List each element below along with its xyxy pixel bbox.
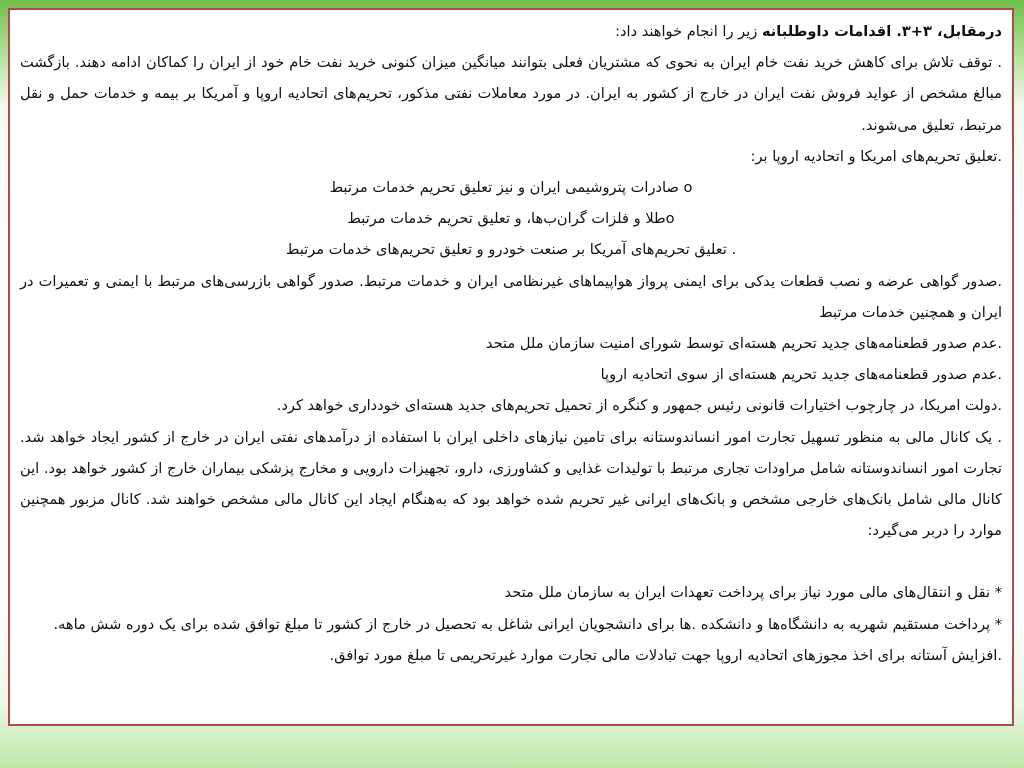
bullet-un-transfers: * نقل و انتقال‌های مالی مورد نیاز برای پرداخت تعهدات ایران به سازمان ملل متحد (504, 584, 1002, 602)
heading-line (20, 16, 1002, 47)
paragraph-auto: . تعلیق تحریم‌های آمریکا بر صنعت خودرو و تعلیق تحریم‌های خدمات مرتبط (285, 241, 737, 259)
bullet-tuition: * پرداخت مستقیم شهریه به دانشگاه‌ها و دانشکده .ها برای دانشجویان ایرانی شاغل به تحصیل در خارج از کشور تا مبلغ توافق شده برای یک دوره شش ماهه. (53, 615, 1002, 633)
subitem-petrochemical: o صادرات پتروشیمی ایران و نیز تعلیق تحریم خدمات مرتبط (329, 179, 693, 197)
paragraph-eu-threshold: .افزایش آستانه برای اخذ مجوزهای اتحادیه اروپا جهت تبادلات مالی تجارت موارد غیرتحریمی تا مبلغ مورد توافق. (329, 646, 1002, 664)
paragraph-oil: . توقف تلاش برای کاهش خرید نفت خام ایران به نحوی که مشتریان فعلی بتوانند میانگین میزان کنونی خرید نفت خام خود از ایران را کماکان ادامه دهند. بازگشت مبالغ مشخص از عواید فروش نفت ایران در خارج از کشور به ایران. در مورد معاملات نفتی مذکور، تحریم‌های اتحادیه اروپا و آمریکا بر بیمه و خدمات حمل و نقل مرتبط، تعلیق می‌شوند. (20, 54, 1002, 134)
document-frame (8, 8, 1014, 726)
paragraph-aviation: .صدور گواهی عرضه و نصب قطعات یدکی برای ایمنی پرواز هواپیماهای غیرنظامی ایران و خدمات مرتبط. صدور گواهی بازرسی‌های مرتبط با ایمنی و تعمیرات در ایران و همچنین خدمات مرتبط (20, 272, 1002, 321)
heading-rest: زیر را انجام خواهند داد: (615, 23, 762, 40)
paragraph-eu: .عدم صدور قطعنامه‌های جدید تحریم هسته‌ای از سوی اتحادیه اروپا (600, 366, 1002, 384)
paragraph-sanctions-suspension: .تعلیق تحریم‌های امریکا و اتحادیه اروپا بر: (750, 147, 1002, 165)
paragraph-financial-channel: . یک کانال مالی به منظور تسهیل تجارت امور انساندوستانه برای تامین نیازهای داخلی ایران با استفاده از درآمدهای نفتی ایران در خارج از کشور ایجاد خواهد شد. تجارت امور انساندوستانه شامل مراودات تجاری مرتبط با تولیدات غذایی و کشاورزی، دارو، تجهیزات دارویی و مخارج پزشکی بیماران خارج از کشور خواهد بود. این کانال مالی شامل بانک‌های خارجی مشخص و بانک‌های ایرانی غیر تحریم شده خواهد بود که به‌هنگام ایجاد این کانال مالی مشخص خواهند شد. کانال مزبور همچنین موارد را دربر می‌گیرد: (20, 428, 1002, 540)
heading-bold: درمقابل، ۳+۳. اقدامات داوطلبانه (761, 23, 1002, 40)
paragraph-unsc: .عدم صدور قطعنامه‌های جدید تحریم هسته‌ای توسط شورای امنیت سازمان ملل متحد (485, 335, 1002, 353)
paragraph-us-government: .دولت امریکا، در چارچوب اختیارات قانونی رئیس جمهور و کنگره از تحمیل تحریم‌های جدید هسته‌ای خودداری خواهد کرد. (276, 397, 1002, 415)
blank-line (20, 546, 1002, 577)
subitem-gold: oطلا و فلزات گران‌ب‌ها، و تعلیق تحریم خدمات مرتبط (347, 210, 675, 228)
